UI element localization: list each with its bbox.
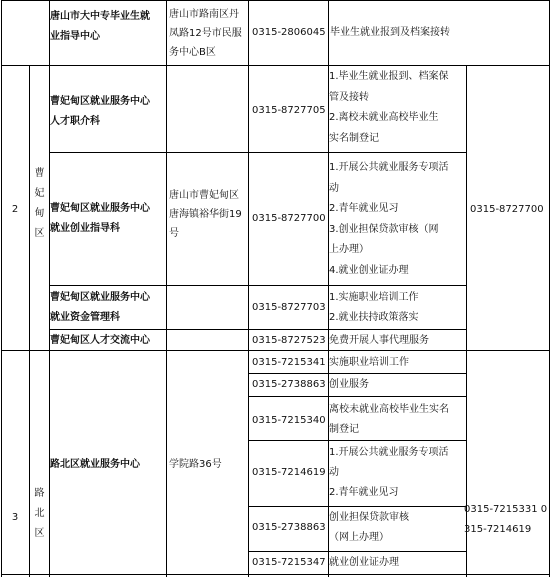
phone: 0315-7214619 [252,467,326,478]
grid-line-horizontal [49,285,466,286]
row-number: 3 [11,512,19,523]
service: 创业服务 [329,379,369,390]
phone: 0315-8727700 [252,213,326,224]
phone: 0315-8727523 [252,335,326,346]
agency-name: 路北区就业服务中心 [50,459,140,470]
service: 1.开展公共就业服务专项活 动 2.青年就业见习 [329,447,449,498]
service: 毕业生就业报到及档案接转 [330,27,450,38]
district-name: 路 北 区 [34,488,45,539]
grid-line-horizontal [248,373,466,374]
hotline: 0315-7215331 0 315-7214619 [464,504,548,535]
agency-name: 曹妃甸区就业服务中心 人才职介科 [50,96,150,127]
phone: 0315-2806045 [252,27,326,38]
agency-name: 曹妃甸区就业服务中心 就业创业指导科 [50,203,150,234]
phone: 0315-7215341 [252,357,326,368]
agency-name: 曹妃甸区人才交流中心 [50,335,150,346]
phone: 0315-8727705 [252,105,326,116]
agency-name: 唐山市大中专毕业生就 业指导中心 [50,11,150,42]
agency-name: 曹妃甸区就业服务中心 就业资金管理科 [50,292,150,323]
grid-line-vertical [248,0,249,577]
phone: 0315-2738863 [252,522,326,533]
hotline: 0315-8727700 [470,204,544,215]
phone: 0315-8727703 [252,302,326,313]
grid-line-horizontal [49,329,466,330]
service: 免费开展人事代理服务 [329,335,429,346]
phone: 0315-7215347 [252,557,326,568]
service: 1.开展公共就业服务专项活 动 2.青年就业见习 3.创业担保贷款审核（网 上办理） 4.就业创业证办理 [329,162,449,276]
grid-line-horizontal [248,551,466,552]
grid-line-vertical [1,0,2,577]
district-name: 曹 妃 甸 区 [34,168,45,239]
grid-line-horizontal [1,0,549,1]
phone: 0315-2738863 [252,379,326,390]
phone: 0315-7215340 [252,415,326,426]
grid-line-horizontal [248,440,466,441]
service: 1.实施职业培训工作 2.就业扶持政策落实 [329,292,419,323]
grid-line-horizontal [248,396,466,397]
service: 实施职业培训工作 [329,357,409,368]
row-number: 2 [11,204,19,215]
address: 学院路36号 [169,459,222,470]
service: 离校未就业高校毕业生实名 制登记 [329,404,449,435]
service: 1.毕业生就业报到、档案保 管及接转 2.离校未就业高校毕业生 实名制登记 [329,71,449,144]
address: 唐山市曹妃甸区 唐海镇裕华街19 号 [169,190,242,239]
service: 创业担保贷款审核 （网上办理） [329,512,409,543]
grid-line-horizontal [248,506,466,507]
grid-line-horizontal [49,152,466,153]
service: 就业创业证办理 [329,557,399,568]
address: 唐山市路南区丹 凤路12号市民服 务中心B区 [169,9,242,58]
